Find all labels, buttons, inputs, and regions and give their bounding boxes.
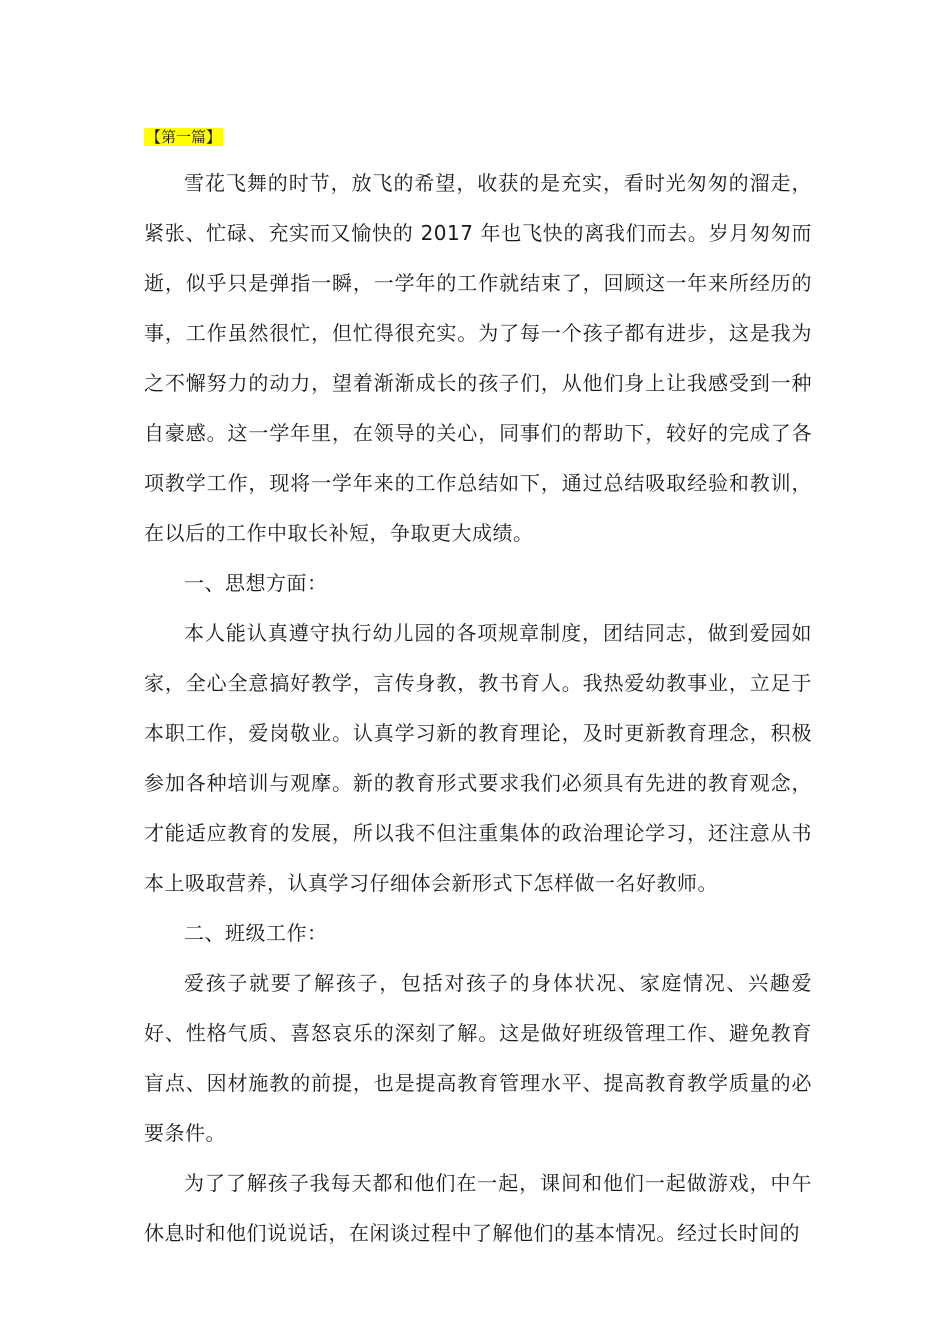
section-heading-line	[144, 124, 812, 150]
paragraph-intro: 雪花飞舞的时节，放飞的希望，收获的是充实，看时光匆匆的溜走，紧张、忙碌、充实而又愉快的 2017 年也飞快的离我们而去。岁月匆匆而逝，似乎只是弹指一瞬，一学年的工作就结束了，回顾这一年来所经历的事，工作虽然很忙，但忙得很充实。为了每一个孩子都有进步，这是我为之不懈努力的动力，望着渐渐成长的孩子们，从他们身上让我感受到一种自豪感。这一学年里，在领导的关心，同事们的帮助下，较好的完成了各项教学工作，现将一学年来的工作总结如下，通过总结吸取经验和教训，在以后的工作中取长补短，争取更大成绩。	[144, 171, 812, 545]
paragraph-class-work: 爱孩子就要了解孩子，包括对孩子的身体状况、家庭情况、兴趣爱好、性格气质、喜怒哀乐的深刻了解。这是做好班级管理工作、避免教育盲点、因材施教的前提，也是提高教育管理水平、提高教育教学质量的必要条件。	[144, 971, 812, 1145]
subheading-class-work: 二、班级工作：	[184, 921, 328, 945]
subheading-ideology: 一、思想方面：	[184, 571, 328, 595]
section-heading: 【第一篇】	[146, 128, 222, 146]
document-body	[144, 124, 812, 1258]
paragraph-understanding-children: 为了了解孩子我每天都和他们在一起，课间和他们一起做游戏，中午休息时和他们说说话，在闲谈过程中了解他们的基本情况。经过长时间的	[144, 1171, 812, 1245]
paragraph-ideology: 本人能认真遵守执行幼儿园的各项规章制度，团结同志，做到爱园如家，全心全意搞好教学，言传身教，教书育人。我热爱幼教事业，立足于本职工作，爱岗敬业。认真学习新的教育理论，及时更新教育理念，积极参加各种培训与观摩。新的教育形式要求我们必须具有先进的教育观念，才能适应教育的发展，所以我不但注重集体的政治理论学习，还注意从书本上吸取营养，认真学习仔细体会新形式下怎样做一名好教师。	[144, 621, 812, 895]
